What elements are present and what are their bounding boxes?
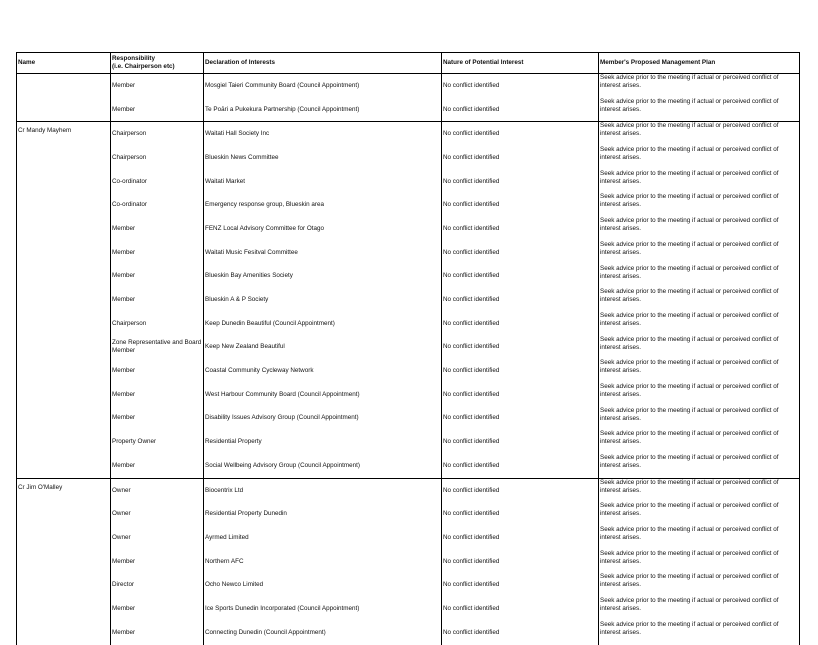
cell-name	[17, 550, 111, 574]
cell-declaration: Northern AFC	[204, 550, 442, 574]
cell-responsibility: Zone Representative and Board Member	[111, 336, 204, 360]
cell-responsibility: Member	[111, 98, 204, 122]
cell-plan: Seek advice prior to the meeting if actual or perceived conflict of interest arises.	[599, 336, 800, 360]
cell-responsibility: Chairperson	[111, 312, 204, 336]
cell-declaration: Social Wellbeing Advisory Group (Council Appointment)	[204, 454, 442, 478]
cell-plan: Seek advice prior to the meeting if actual or perceived conflict of interest arises.	[599, 621, 800, 645]
cell-responsibility: Member	[111, 217, 204, 241]
cell-plan: Seek advice prior to the meeting if actual or perceived conflict of interest arises.	[599, 146, 800, 170]
cell-plan: Seek advice prior to the meeting if actual or perceived conflict of interest arises.	[599, 98, 800, 122]
cell-name	[17, 359, 111, 383]
cell-nature: No conflict identified	[442, 122, 599, 146]
cell-nature: No conflict identified	[442, 407, 599, 431]
table-row	[17, 217, 800, 241]
cell-name	[17, 146, 111, 170]
cell-name	[17, 265, 111, 289]
cell-responsibility: Co-ordinator	[111, 170, 204, 194]
cell-name	[17, 502, 111, 526]
cell-declaration: Ice Sports Dunedin Incorporated (Council Appointment)	[204, 597, 442, 621]
table-body	[17, 74, 800, 645]
cell-declaration: Waitati Hall Society Inc	[204, 122, 442, 146]
cell-nature: No conflict identified	[442, 359, 599, 383]
cell-name	[17, 74, 111, 98]
cell-nature: No conflict identified	[442, 312, 599, 336]
cell-responsibility: Owner	[111, 478, 204, 502]
table-row	[17, 526, 800, 550]
cell-plan: Seek advice prior to the meeting if actual or perceived conflict of interest arises.	[599, 359, 800, 383]
table-row	[17, 98, 800, 122]
header-plan: Member's Proposed Management Plan	[599, 53, 800, 74]
cell-declaration: Connecting Dunedin (Council Appointment)	[204, 621, 442, 645]
table-row	[17, 74, 800, 98]
cell-declaration: Disability Issues Advisory Group (Council Appointment)	[204, 407, 442, 431]
cell-nature: No conflict identified	[442, 454, 599, 478]
table-row	[17, 454, 800, 478]
cell-nature: No conflict identified	[442, 193, 599, 217]
table-header	[17, 53, 800, 74]
cell-nature: No conflict identified	[442, 74, 599, 98]
table-row	[17, 265, 800, 289]
cell-plan: Seek advice prior to the meeting if actual or perceived conflict of interest arises.	[599, 383, 800, 407]
cell-declaration: Ocho Newco Limited	[204, 573, 442, 597]
header-nature: Nature of Potential Interest	[442, 53, 599, 74]
cell-nature: No conflict identified	[442, 336, 599, 360]
cell-name	[17, 288, 111, 312]
cell-nature: No conflict identified	[442, 241, 599, 265]
cell-responsibility: Member	[111, 407, 204, 431]
table-row	[17, 407, 800, 431]
cell-responsibility: Owner	[111, 526, 204, 550]
cell-plan: Seek advice prior to the meeting if actual or perceived conflict of interest arises.	[599, 193, 800, 217]
cell-declaration: Blueskin A & P Society	[204, 288, 442, 312]
cell-plan: Seek advice prior to the meeting if actual or perceived conflict of interest arises.	[599, 312, 800, 336]
cell-plan: Seek advice prior to the meeting if actual or perceived conflict of interest arises.	[599, 288, 800, 312]
cell-plan: Seek advice prior to the meeting if actual or perceived conflict of interest arises.	[599, 454, 800, 478]
cell-name	[17, 383, 111, 407]
cell-plan: Seek advice prior to the meeting if actual or perceived conflict of interest arises.	[599, 265, 800, 289]
cell-declaration: West Harbour Community Board (Council Appointment)	[204, 383, 442, 407]
cell-responsibility: Member	[111, 265, 204, 289]
cell-declaration: FENZ Local Advisory Committee for Otago	[204, 217, 442, 241]
header-responsibility: Responsibility (i.e. Chairperson etc)	[111, 53, 204, 74]
cell-declaration: Waitati Music Fesitval Committee	[204, 241, 442, 265]
cell-plan: Seek advice prior to the meeting if actual or perceived conflict of interest arises.	[599, 430, 800, 454]
table-row	[17, 621, 800, 645]
cell-declaration: Ayrmed Limited	[204, 526, 442, 550]
cell-responsibility: Property Owner	[111, 430, 204, 454]
cell-responsibility: Member	[111, 359, 204, 383]
cell-nature: No conflict identified	[442, 430, 599, 454]
cell-nature: No conflict identified	[442, 98, 599, 122]
cell-plan: Seek advice prior to the meeting if actual or perceived conflict of interest arises.	[599, 407, 800, 431]
table-row	[17, 146, 800, 170]
table-row	[17, 383, 800, 407]
cell-name	[17, 407, 111, 431]
cell-nature: No conflict identified	[442, 146, 599, 170]
table-row	[17, 312, 800, 336]
cell-responsibility: Member	[111, 621, 204, 645]
cell-declaration: Coastal Community Cycleway Network	[204, 359, 442, 383]
cell-name	[17, 217, 111, 241]
cell-nature: No conflict identified	[442, 288, 599, 312]
cell-name	[17, 430, 111, 454]
cell-declaration: Waitati Market	[204, 170, 442, 194]
cell-responsibility: Member	[111, 241, 204, 265]
table-row	[17, 573, 800, 597]
cell-plan: Seek advice prior to the meeting if actual or perceived conflict of interest arises.	[599, 74, 800, 98]
cell-name	[17, 170, 111, 194]
cell-nature: No conflict identified	[442, 478, 599, 502]
cell-responsibility: Member	[111, 383, 204, 407]
cell-plan: Seek advice prior to the meeting if actual or perceived conflict of interest arises.	[599, 478, 800, 502]
table-row	[17, 597, 800, 621]
cell-name	[17, 336, 111, 360]
header-declaration: Declaration of Interests	[204, 53, 442, 74]
cell-declaration: Blueskin Bay Amenities Society	[204, 265, 442, 289]
cell-plan: Seek advice prior to the meeting if actual or perceived conflict of interest arises.	[599, 502, 800, 526]
cell-name	[17, 193, 111, 217]
table-row	[17, 502, 800, 526]
cell-name: Cr Jim O'Malley	[17, 478, 111, 502]
cell-name	[17, 454, 111, 478]
table-row	[17, 122, 800, 146]
cell-responsibility: Member	[111, 74, 204, 98]
cell-responsibility: Member	[111, 550, 204, 574]
cell-declaration: Keep New Zealand Beautiful	[204, 336, 442, 360]
cell-name	[17, 526, 111, 550]
cell-responsibility: Owner	[111, 502, 204, 526]
cell-declaration: Emergency response group, Blueskin area	[204, 193, 442, 217]
cell-responsibility: Member	[111, 597, 204, 621]
cell-declaration: Te Poāri a Pukekura Partnership (Council Appointment)	[204, 98, 442, 122]
cell-declaration: Residential Property	[204, 430, 442, 454]
cell-nature: No conflict identified	[442, 265, 599, 289]
table-row	[17, 288, 800, 312]
cell-responsibility: Member	[111, 288, 204, 312]
table-row	[17, 336, 800, 360]
cell-nature: No conflict identified	[442, 502, 599, 526]
cell-plan: Seek advice prior to the meeting if actual or perceived conflict of interest arises.	[599, 526, 800, 550]
cell-name	[17, 597, 111, 621]
cell-plan: Seek advice prior to the meeting if actual or perceived conflict of interest arises.	[599, 573, 800, 597]
cell-nature: No conflict identified	[442, 383, 599, 407]
cell-plan: Seek advice prior to the meeting if actual or perceived conflict of interest arises.	[599, 122, 800, 146]
table-row	[17, 478, 800, 502]
header-row	[17, 53, 800, 74]
cell-declaration: Blueskin News Committee	[204, 146, 442, 170]
cell-name: Cr Mandy Mayhem	[17, 122, 111, 146]
table-row	[17, 170, 800, 194]
cell-nature: No conflict identified	[442, 573, 599, 597]
table-row	[17, 241, 800, 265]
cell-plan: Seek advice prior to the meeting if actual or perceived conflict of interest arises.	[599, 550, 800, 574]
cell-declaration: Mosgiel Taieri Community Board (Council Appointment)	[204, 74, 442, 98]
cell-nature: No conflict identified	[442, 550, 599, 574]
cell-responsibility: Member	[111, 454, 204, 478]
header-name: Name	[17, 53, 111, 74]
cell-nature: No conflict identified	[442, 526, 599, 550]
cell-name	[17, 98, 111, 122]
cell-name	[17, 621, 111, 645]
cell-nature: No conflict identified	[442, 621, 599, 645]
cell-name	[17, 573, 111, 597]
cell-nature: No conflict identified	[442, 217, 599, 241]
cell-nature: No conflict identified	[442, 597, 599, 621]
cell-name	[17, 312, 111, 336]
cell-declaration: Keep Dunedin Beautiful (Council Appointment)	[204, 312, 442, 336]
table-row	[17, 193, 800, 217]
cell-responsibility: Co-ordinator	[111, 193, 204, 217]
cell-nature: No conflict identified	[442, 170, 599, 194]
cell-name	[17, 241, 111, 265]
table-row	[17, 430, 800, 454]
cell-responsibility: Chairperson	[111, 122, 204, 146]
cell-plan: Seek advice prior to the meeting if actual or perceived conflict of interest arises.	[599, 217, 800, 241]
cell-declaration: Biocentrix Ltd	[204, 478, 442, 502]
cell-declaration: Residential Property Dunedin	[204, 502, 442, 526]
table-row	[17, 550, 800, 574]
cell-plan: Seek advice prior to the meeting if actual or perceived conflict of interest arises.	[599, 597, 800, 621]
cell-plan: Seek advice prior to the meeting if actual or perceived conflict of interest arises.	[599, 241, 800, 265]
interests-register-table	[16, 52, 800, 645]
cell-plan: Seek advice prior to the meeting if actual or perceived conflict of interest arises.	[599, 170, 800, 194]
cell-responsibility: Director	[111, 573, 204, 597]
table-row	[17, 359, 800, 383]
cell-responsibility: Chairperson	[111, 146, 204, 170]
